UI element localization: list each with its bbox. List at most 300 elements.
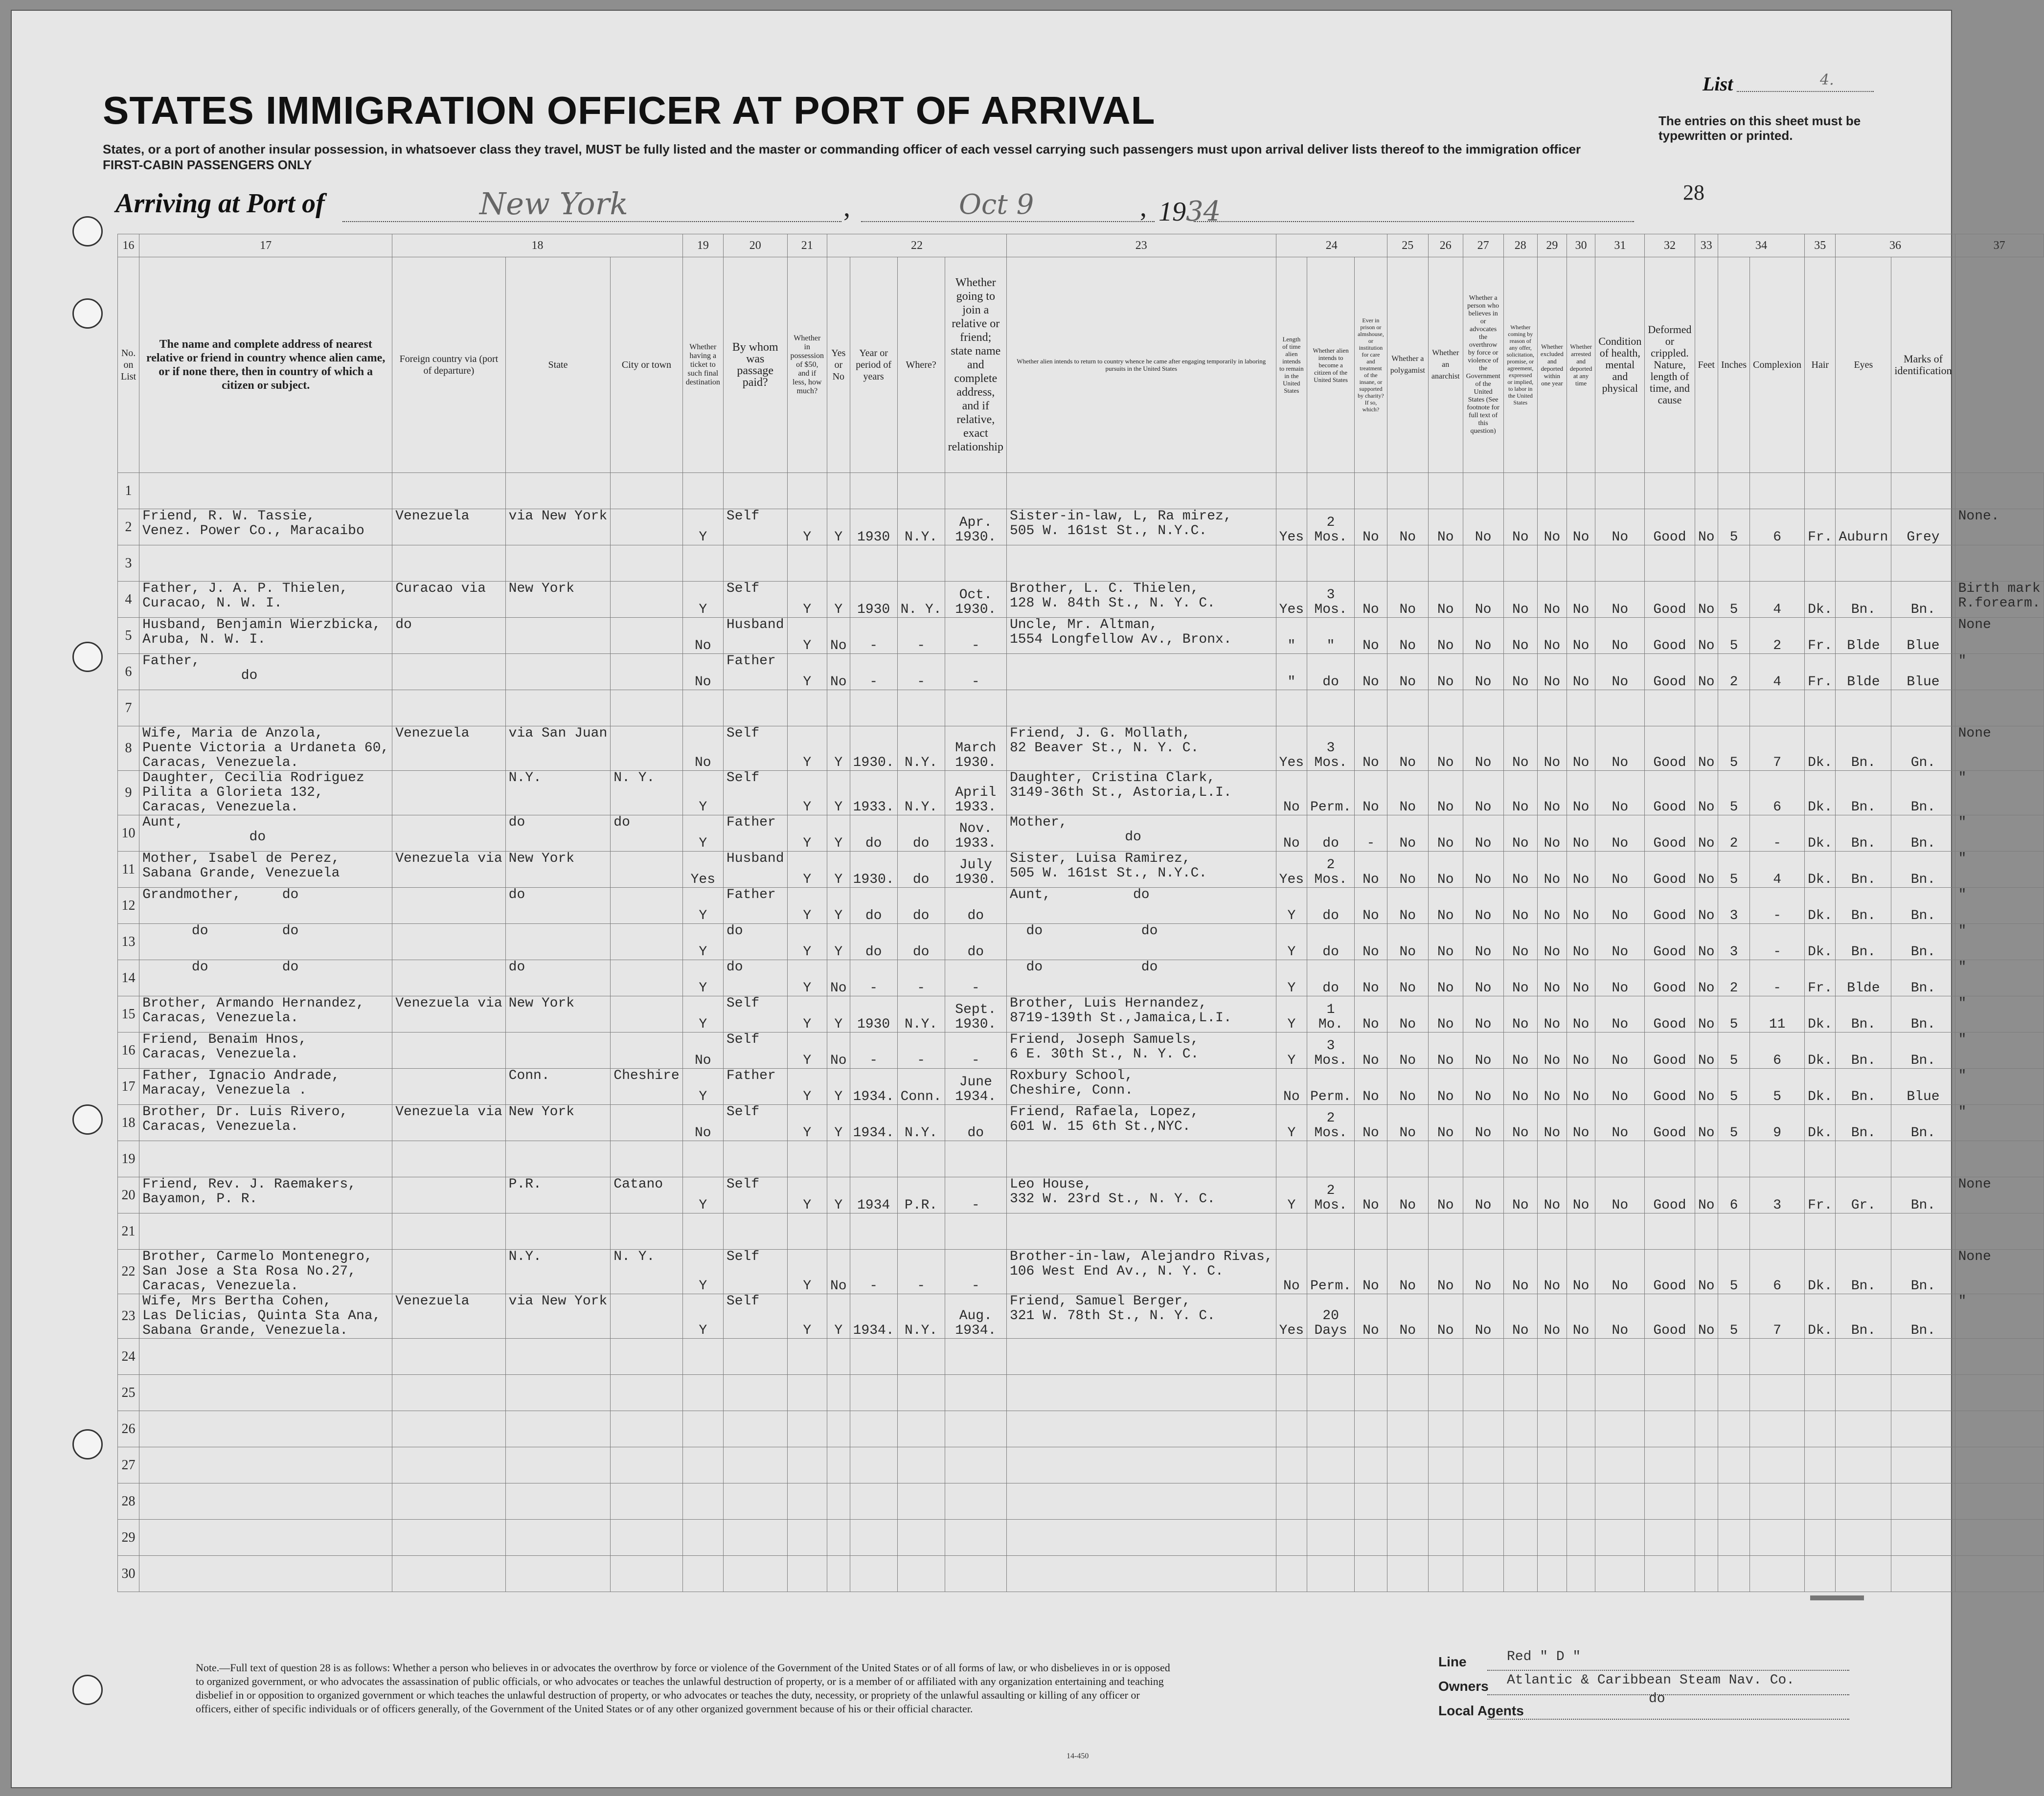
purpose-return-cell: Y — [1276, 1033, 1307, 1069]
marks-cell: " — [1955, 1294, 2044, 1339]
eyes-cell — [1891, 1141, 1955, 1177]
question-28-cell: No — [1503, 852, 1537, 888]
before-in-us-cell: Y — [827, 582, 850, 618]
possession-cell: Y — [787, 1177, 827, 1213]
passage-paid-cell: Self — [723, 582, 787, 618]
prison-cell: No — [1387, 852, 1428, 888]
row-number: 22 — [118, 1250, 139, 1294]
polygamist-cell: No — [1428, 726, 1463, 771]
deformed-cell — [1695, 1483, 1718, 1520]
anarchist-cell: No — [1463, 1105, 1503, 1141]
before-in-us-cell: Y — [827, 815, 850, 852]
question-31-cell — [1595, 1411, 1645, 1447]
marks-cell: " — [1955, 960, 2044, 996]
before-in-us-cell — [827, 1483, 850, 1520]
polygamist-cell — [1428, 1339, 1463, 1375]
condition-cell: Good — [1645, 771, 1695, 815]
column-number-row — [118, 234, 2044, 257]
height-inches-cell: 7 — [1750, 1294, 1805, 1339]
hair-cell: Bn. — [1836, 582, 1891, 618]
city-cell: N. Y. — [611, 771, 682, 815]
before-in-us-cell — [827, 1447, 850, 1483]
eyes-cell — [1891, 1411, 1955, 1447]
condition-cell — [1645, 545, 1695, 582]
prison-cell: No — [1387, 1294, 1428, 1339]
height-feet-cell — [1718, 1483, 1749, 1520]
year-cell — [850, 1520, 897, 1556]
marks-cell: None — [1955, 1177, 2044, 1213]
hair-cell: Blde — [1836, 618, 1891, 654]
where-cell: do — [897, 815, 945, 852]
joining-cell — [1006, 1375, 1276, 1411]
eyes-cell — [1891, 1375, 1955, 1411]
eyes-cell: Grey — [1891, 509, 1955, 545]
purpose-return-cell: Yes — [1276, 582, 1307, 618]
purpose-citizen-cell: No — [1355, 1105, 1387, 1141]
table-row — [118, 473, 2044, 509]
table-row — [118, 996, 2044, 1033]
question-31-cell: No — [1595, 1294, 1645, 1339]
city-cell — [611, 654, 682, 690]
table-row — [118, 654, 2044, 690]
deformed-cell: No — [1695, 654, 1718, 690]
hair-cell — [1836, 1339, 1891, 1375]
port-name: New York — [479, 186, 628, 222]
question-28-cell: No — [1503, 1177, 1537, 1213]
joining-cell — [1006, 690, 1276, 726]
where-cell: Conn. — [897, 1069, 945, 1105]
height-inches-cell: 3 — [1750, 1177, 1805, 1213]
foreign-country-cell: Venezuela via — [392, 996, 505, 1033]
polygamist-cell: No — [1428, 996, 1463, 1033]
height-inches-cell — [1750, 1556, 1805, 1592]
marks-cell: " — [1955, 815, 2044, 852]
header-deformed: Deformed or crippled. Nature, length of time, and cause — [1645, 257, 1695, 473]
question-28-cell: No — [1503, 888, 1537, 924]
column-number: 37 — [1955, 234, 2044, 257]
height-feet-cell — [1718, 1141, 1749, 1177]
possession-cell — [787, 1520, 827, 1556]
hair-cell: Auburn — [1836, 509, 1891, 545]
question-31-cell: No — [1595, 1250, 1645, 1294]
city-cell: Catano — [611, 1177, 682, 1213]
table-row — [118, 1250, 2044, 1294]
marks-cell — [1955, 1411, 2044, 1447]
ticket-cell: Y — [682, 1069, 723, 1105]
eyes-cell: Bn. — [1891, 888, 1955, 924]
eyes-cell: Bn. — [1891, 996, 1955, 1033]
prison-cell: No — [1387, 815, 1428, 852]
ticket-cell — [682, 1141, 723, 1177]
purpose-length-cell — [1307, 1213, 1355, 1250]
purpose-length-cell: Perm. — [1307, 1250, 1355, 1294]
before-in-us-cell — [827, 545, 850, 582]
purpose-return-cell — [1276, 1447, 1307, 1483]
height-feet-cell: 5 — [1718, 726, 1749, 771]
form-number: 14-450 — [1067, 1752, 1089, 1760]
question-28-cell — [1503, 1556, 1537, 1592]
eyes-cell — [1891, 1483, 1955, 1520]
deformed-cell — [1695, 545, 1718, 582]
prison-cell: No — [1387, 582, 1428, 618]
where-cell: - — [897, 618, 945, 654]
where-cell: do — [897, 852, 945, 888]
deformed-cell: No — [1695, 924, 1718, 960]
header-hair: Hair — [1805, 257, 1836, 473]
polygamist-cell: No — [1428, 924, 1463, 960]
city-cell — [611, 852, 682, 888]
eyes-cell — [1891, 1447, 1955, 1483]
marks-cell: " — [1955, 852, 2044, 888]
joining-cell: Friend, Joseph Samuels, 6 E. 30th St., N. Y. C. — [1006, 1033, 1276, 1069]
deformed-cell: No — [1695, 618, 1718, 654]
passage-paid-cell — [723, 690, 787, 726]
complexion-cell: Dk. — [1805, 771, 1836, 815]
deformed-cell: No — [1695, 509, 1718, 545]
prison-cell: No — [1387, 960, 1428, 996]
before-in-us-cell — [827, 690, 850, 726]
foreign-country-cell — [392, 690, 505, 726]
condition-cell — [1645, 1520, 1695, 1556]
hair-cell — [1836, 1483, 1891, 1520]
before-in-us-cell — [827, 1339, 850, 1375]
city-cell — [611, 1447, 682, 1483]
joining-cell — [1006, 1411, 1276, 1447]
row-number: 24 — [118, 1339, 139, 1375]
height-inches-cell: 11 — [1750, 996, 1805, 1033]
margin-mark — [1810, 1595, 1864, 1600]
deformed-cell: No — [1695, 1250, 1718, 1294]
page-title: STATES IMMIGRATION OFFICER AT PORT OF ARRIVAL — [103, 89, 1156, 132]
question-29-cell: No — [1537, 888, 1567, 924]
complexion-cell: Fr. — [1805, 618, 1836, 654]
eyes-cell — [1891, 1213, 1955, 1250]
state-cell — [505, 545, 611, 582]
header-inches: Inches — [1718, 257, 1749, 473]
height-inches-cell — [1750, 1339, 1805, 1375]
state-cell: New York — [505, 852, 611, 888]
foreign-country-cell — [392, 545, 505, 582]
joining-cell: Uncle, Mr. Altman, 1554 Longfellow Av., Bronx. — [1006, 618, 1276, 654]
ticket-cell — [682, 1339, 723, 1375]
before-in-us-cell: Y — [827, 726, 850, 771]
possession-cell: Y — [787, 654, 827, 690]
prison-cell — [1387, 1520, 1428, 1556]
marks-cell: " — [1955, 771, 2044, 815]
question-28-cell: No — [1503, 1250, 1537, 1294]
foreign-country-cell — [392, 1213, 505, 1250]
complexion-cell: Dk. — [1805, 726, 1836, 771]
complexion-cell — [1805, 1520, 1836, 1556]
hair-cell — [1836, 1213, 1891, 1250]
departure-date-cell: - — [945, 654, 1006, 690]
polygamist-cell: No — [1428, 771, 1463, 815]
purpose-return-cell — [1276, 1556, 1307, 1592]
deformed-cell: No — [1695, 726, 1718, 771]
row-number: 21 — [118, 1213, 139, 1250]
state-cell: Conn. — [505, 1069, 611, 1105]
marks-cell: None — [1955, 726, 2044, 771]
relative-cell: Grandmother, do — [139, 888, 392, 924]
condition-cell — [1645, 473, 1695, 509]
question-28-cell: No — [1503, 1069, 1537, 1105]
departure-date-cell — [945, 1520, 1006, 1556]
marks-cell: " — [1955, 1069, 2044, 1105]
purpose-citizen-cell: No — [1355, 654, 1387, 690]
purpose-citizen-cell: No — [1355, 960, 1387, 996]
foreign-country-cell: Venezuela — [392, 1294, 505, 1339]
foreign-country-cell — [392, 1447, 505, 1483]
height-feet-cell — [1718, 1447, 1749, 1483]
before-in-us-cell: Y — [827, 924, 850, 960]
header-polygamist: Whether a polygamist — [1387, 257, 1428, 473]
purpose-length-cell: 3 Mos. — [1307, 726, 1355, 771]
possession-cell — [787, 473, 827, 509]
table-row — [118, 771, 2044, 815]
height-feet-cell — [1718, 690, 1749, 726]
foreign-country-cell — [392, 1141, 505, 1177]
relative-cell — [139, 1339, 392, 1375]
header-purpose-citizen: Whether alien intends to become a citizen of the United States — [1307, 257, 1355, 473]
header-prison: Ever in prison or almshouse, or institution for care and treatment of the insane, or supported by charity? If so, which? — [1355, 257, 1387, 473]
question-31-cell: No — [1595, 924, 1645, 960]
prison-cell — [1387, 1447, 1428, 1483]
year-cell: - — [850, 618, 897, 654]
column-number: 18 — [392, 234, 683, 257]
relative-cell — [139, 1483, 392, 1520]
joining-cell: Brother, L. C. Thielen, 128 W. 84th St., N. Y. C. — [1006, 582, 1276, 618]
condition-cell — [1645, 1447, 1695, 1483]
foreign-country-cell: Venezuela via — [392, 852, 505, 888]
question-28-cell: No — [1503, 1294, 1537, 1339]
foreign-country-cell — [392, 1375, 505, 1411]
joining-cell: Leo House, 332 W. 23rd St., N. Y. C. — [1006, 1177, 1276, 1213]
polygamist-cell: No — [1428, 1250, 1463, 1294]
eyes-cell — [1891, 1339, 1955, 1375]
eyes-cell: Blue — [1891, 654, 1955, 690]
relative-cell: Daughter, Cecilia Rodriguez Pilita a Glorieta 132, Caracas, Venezuela. — [139, 771, 392, 815]
polygamist-cell — [1428, 1556, 1463, 1592]
year-cell — [850, 1411, 897, 1447]
before-in-us-cell: Y — [827, 996, 850, 1033]
height-feet-cell: 5 — [1718, 1105, 1749, 1141]
city-cell — [611, 1375, 682, 1411]
state-cell: via New York — [505, 509, 611, 545]
purpose-length-cell: 2 Mos. — [1307, 509, 1355, 545]
height-feet-cell: 3 — [1718, 924, 1749, 960]
year-cell — [850, 1339, 897, 1375]
ticket-cell: Y — [682, 1294, 723, 1339]
polygamist-cell: No — [1428, 509, 1463, 545]
deformed-cell: No — [1695, 852, 1718, 888]
joining-cell — [1006, 473, 1276, 509]
condition-cell — [1645, 1213, 1695, 1250]
possession-cell: Y — [787, 509, 827, 545]
relative-cell: Mother, Isabel de Perez, Sabana Grande, Venezuela — [139, 852, 392, 888]
hair-cell: Gr. — [1836, 1177, 1891, 1213]
row-number: 2 — [118, 509, 139, 545]
condition-cell — [1645, 1339, 1695, 1375]
polygamist-cell: No — [1428, 1177, 1463, 1213]
anarchist-cell: No — [1463, 1250, 1503, 1294]
relative-cell — [139, 1141, 392, 1177]
departure-date-cell — [945, 1213, 1006, 1250]
anarchist-cell — [1463, 690, 1503, 726]
purpose-return-cell — [1276, 1339, 1307, 1375]
purpose-citizen-cell: No — [1355, 509, 1387, 545]
possession-cell: Y — [787, 771, 827, 815]
purpose-citizen-cell — [1355, 1339, 1387, 1375]
joining-cell — [1006, 1520, 1276, 1556]
row-number: 7 — [118, 690, 139, 726]
departure-date-cell: do — [945, 1105, 1006, 1141]
joining-cell: Sister, Luisa Ramirez, 505 W. 161st St., N.Y.C. — [1006, 852, 1276, 888]
polygamist-cell: No — [1428, 618, 1463, 654]
question-31-cell: No — [1595, 654, 1645, 690]
state-cell: New York — [505, 1105, 611, 1141]
height-feet-cell: 5 — [1718, 1294, 1749, 1339]
height-inches-cell — [1750, 690, 1805, 726]
hair-cell: Bn. — [1836, 1250, 1891, 1294]
departure-date-cell: Apr. 1930. — [945, 509, 1006, 545]
column-number: 35 — [1805, 234, 1836, 257]
marks-cell — [1955, 1339, 2044, 1375]
purpose-return-cell: " — [1276, 654, 1307, 690]
departure-date-cell: do — [945, 924, 1006, 960]
relative-cell — [139, 1375, 392, 1411]
year-cell: 1930. — [850, 852, 897, 888]
height-feet-cell: 5 — [1718, 852, 1749, 888]
city-cell — [611, 1556, 682, 1592]
state-cell — [505, 654, 611, 690]
purpose-length-cell: " — [1307, 618, 1355, 654]
condition-cell: Good — [1645, 1105, 1695, 1141]
question-30-cell: No — [1567, 509, 1595, 545]
passage-paid-cell: Self — [723, 1177, 787, 1213]
row-number: 27 — [118, 1447, 139, 1483]
anarchist-cell: No — [1463, 815, 1503, 852]
before-in-us-cell — [827, 1411, 850, 1447]
question-30-cell: No — [1567, 888, 1595, 924]
table-row — [118, 1141, 2044, 1177]
year-cell: do — [850, 924, 897, 960]
passage-paid-cell — [723, 1520, 787, 1556]
table-row — [118, 1177, 2044, 1213]
row-number: 9 — [118, 771, 139, 815]
eyes-cell: Bn. — [1891, 960, 1955, 996]
height-inches-cell — [1750, 1213, 1805, 1250]
departure-date-cell: June 1934. — [945, 1069, 1006, 1105]
ticket-cell: Y — [682, 815, 723, 852]
foreign-country-cell: Venezuela — [392, 509, 505, 545]
table-row — [118, 1447, 2044, 1483]
departure-date-cell: Aug. 1934. — [945, 1294, 1006, 1339]
question-28-cell: No — [1503, 654, 1537, 690]
condition-cell — [1645, 1141, 1695, 1177]
departure-date-cell: March 1930. — [945, 726, 1006, 771]
purpose-length-cell: 3 Mos. — [1307, 582, 1355, 618]
header-purpose-return: Whether alien intends to return to country whence he came after engaging temporarily in laboring pursuits in the United States — [1006, 257, 1276, 473]
deformed-cell — [1695, 1447, 1718, 1483]
purpose-return-cell: Yes — [1276, 509, 1307, 545]
question-30-cell — [1567, 1213, 1595, 1250]
joining-cell — [1006, 545, 1276, 582]
prison-cell: No — [1387, 924, 1428, 960]
anarchist-cell — [1463, 473, 1503, 509]
header-year-period: Year or period of years — [850, 257, 897, 473]
header-no-on-list: No. on List — [118, 257, 139, 473]
relative-cell — [139, 473, 392, 509]
deformed-cell — [1695, 1141, 1718, 1177]
joining-cell: Friend, Rafaela, Lopez, 601 W. 15 6th St.,NYC. — [1006, 1105, 1276, 1141]
ticket-cell — [682, 1556, 723, 1592]
comma: , — [843, 192, 850, 223]
complexion-cell: Dk. — [1805, 996, 1836, 1033]
passage-paid-cell: Father — [723, 654, 787, 690]
height-feet-cell — [1718, 1556, 1749, 1592]
passage-paid-cell: Self — [723, 1294, 787, 1339]
state-cell — [505, 473, 611, 509]
purpose-return-cell — [1276, 545, 1307, 582]
condition-cell — [1645, 1556, 1695, 1592]
header-joining: Whether going to join a relative or friend; state name and complete address, and if relative, exact relationship — [945, 257, 1006, 473]
question-28-cell: No — [1503, 996, 1537, 1033]
joining-cell: Aunt, do — [1006, 888, 1276, 924]
before-in-us-cell: Y — [827, 852, 850, 888]
passage-paid-cell: Self — [723, 1033, 787, 1069]
condition-cell: Good — [1645, 509, 1695, 545]
purpose-length-cell — [1307, 1483, 1355, 1520]
complexion-cell — [1805, 473, 1836, 509]
eyes-cell: Bn. — [1891, 1177, 1955, 1213]
purpose-return-cell: Y — [1276, 888, 1307, 924]
row-number: 28 — [118, 1483, 139, 1520]
city-cell — [611, 1033, 682, 1069]
ticket-cell — [682, 1375, 723, 1411]
question-31-cell — [1595, 1556, 1645, 1592]
where-cell — [897, 690, 945, 726]
question-31-cell — [1595, 473, 1645, 509]
question-30-cell — [1567, 1520, 1595, 1556]
row-number: 14 — [118, 960, 139, 996]
marks-cell: " — [1955, 654, 2044, 690]
question-28-cell: No — [1503, 726, 1537, 771]
question-31-cell — [1595, 1141, 1645, 1177]
question-30-cell: No — [1567, 1105, 1595, 1141]
joining-cell: Brother, Luis Hernandez, 8719-139th St.,Jamaica,L.I. — [1006, 996, 1276, 1033]
arrival-year: 1934 — [1158, 196, 1221, 227]
height-inches-cell — [1750, 1141, 1805, 1177]
height-inches-cell: 2 — [1750, 618, 1805, 654]
state-cell — [505, 1556, 611, 1592]
header-purpose-length: Length of time alien intends to remain in the United States — [1276, 257, 1307, 473]
row-number: 18 — [118, 1105, 139, 1141]
where-cell — [897, 1483, 945, 1520]
passage-paid-cell: Self — [723, 726, 787, 771]
header-marks: Marks of identification — [1891, 257, 1955, 473]
prison-cell: No — [1387, 771, 1428, 815]
foreign-country-cell — [392, 1069, 505, 1105]
question-30-cell: No — [1567, 771, 1595, 815]
joining-cell: Friend, Samuel Berger, 321 W. 78th St., N. Y. C. — [1006, 1294, 1276, 1339]
purpose-citizen-cell — [1355, 1141, 1387, 1177]
column-number: 17 — [139, 234, 392, 257]
question-28-cell — [1503, 1520, 1537, 1556]
departure-date-cell — [945, 1447, 1006, 1483]
height-inches-cell — [1750, 473, 1805, 509]
anarchist-cell: No — [1463, 726, 1503, 771]
purpose-citizen-cell — [1355, 1411, 1387, 1447]
